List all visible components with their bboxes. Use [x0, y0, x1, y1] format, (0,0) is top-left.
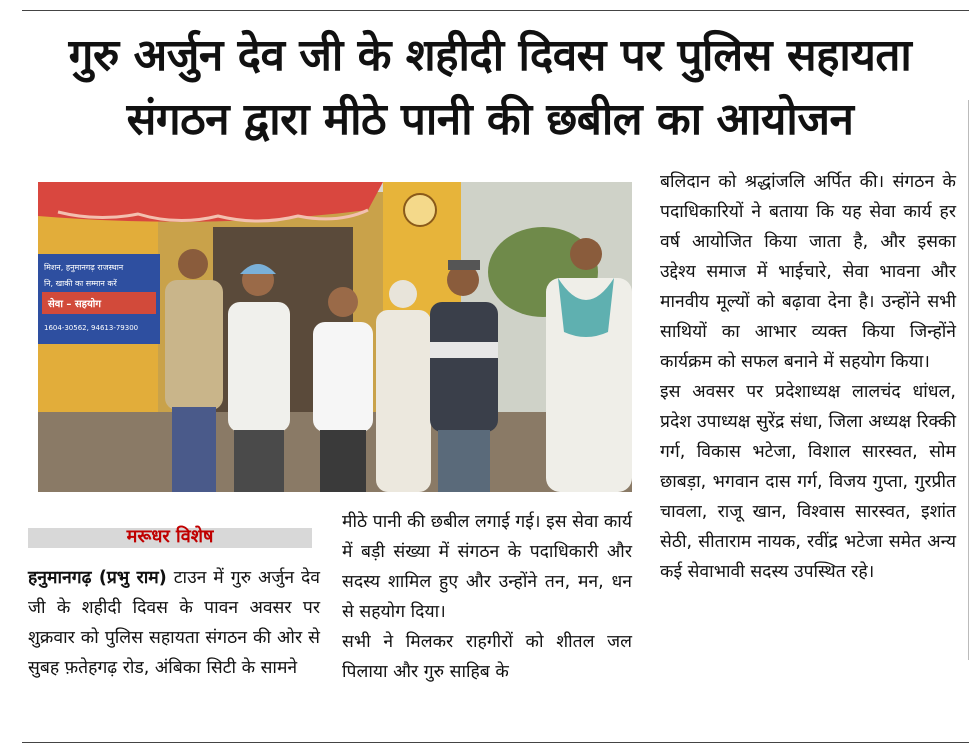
- top-rule: [22, 10, 969, 11]
- article-column-right: [660, 167, 956, 587]
- article-column-left: [28, 563, 320, 683]
- column-rule: [968, 100, 969, 660]
- article-paragraph: मीठे पानी की छबील लगाई गई। इस सेवा कार्य में बड़ी संख्या में संगठन के पदाधिकारी और सदस्य शामिल हुए और उन्होंने तन, मन, धन से सहयोग दिया।: [342, 512, 632, 622]
- banner-text-1: मिशन, हनुमानगढ़ राजस्थान: [44, 263, 124, 272]
- article-byline: हनुमानगढ़ (प्रभु राम): [28, 568, 167, 588]
- article-column-middle: [342, 507, 632, 687]
- article-lead: [28, 563, 320, 683]
- news-photo: [38, 182, 632, 492]
- section-tag: [28, 520, 312, 554]
- article-paragraph: इस अवसर पर प्रदेशाध्यक्ष लालचंद धांधल, प्रदेश उपाध्यक्ष सुरेंद्र संधा, जिला अध्यक्ष रिक्की गर्ग, विकास भटेजा, विशाल सारस्वत, सोम छाबड़ा, भगवान दास गर्ग, विजय गुप्ता, गुरप्रीत चावला, राजू खान, विश्वास सारस्वत, इशांत सेठी, सीताराम नायक, रवींद्र भटेजा समेत अन्य कई सेवाभावी सदस्य उपस्थित रहे।: [660, 382, 956, 582]
- headline-line-1: गुरु अर्जुन देव जी के शहीदी दिवस पर पुलिस सहायता: [68, 30, 912, 81]
- person-4: [376, 280, 431, 492]
- article-paragraph: बलिदान को श्रद्धांजलि अर्पित की। संगठन के पदाधिकारियों ने बताया कि यह सेवा कार्य हर वर्ष आयोजित किया जाता है, और इसका उद्देश्य समाज में भाईचारे, सेवा भावना और मानवीय मूल्यों को बढ़ावा देना है। उन्होंने सभी साथियों का आभार व्यक्त किया जिन्होंने कार्यक्रम को सफल बनाने में सहयोग किया।: [660, 172, 956, 372]
- bottom-rule: [22, 742, 969, 743]
- article-lead-text: टाउन में गुरु अर्जुन देव जी के शहीदी दिवस के पावन अवसर पर शुक्रवार को पुलिस सहायता संगठन की ओर से सुबह फ़तेहगढ़ रोड, अंबिका सिटी के सामने: [28, 568, 320, 678]
- headline-line-2: संगठन द्वारा मीठे पानी की छबील का आयोजन: [126, 94, 854, 145]
- banner-text-3: सेवा – सहयोग: [48, 299, 101, 310]
- person-1: [165, 249, 223, 492]
- article-paragraph: सभी ने मिलकर राहगीरों को शीतल जल पिलाया और गुरु साहिब के: [342, 632, 632, 682]
- section-tag-text: मरूधर विशेष: [126, 526, 214, 547]
- banner-text-2: नि, खाकी का सम्मान करें: [44, 279, 117, 288]
- banner-phone: 1604-30562, 94613-79300: [44, 324, 139, 332]
